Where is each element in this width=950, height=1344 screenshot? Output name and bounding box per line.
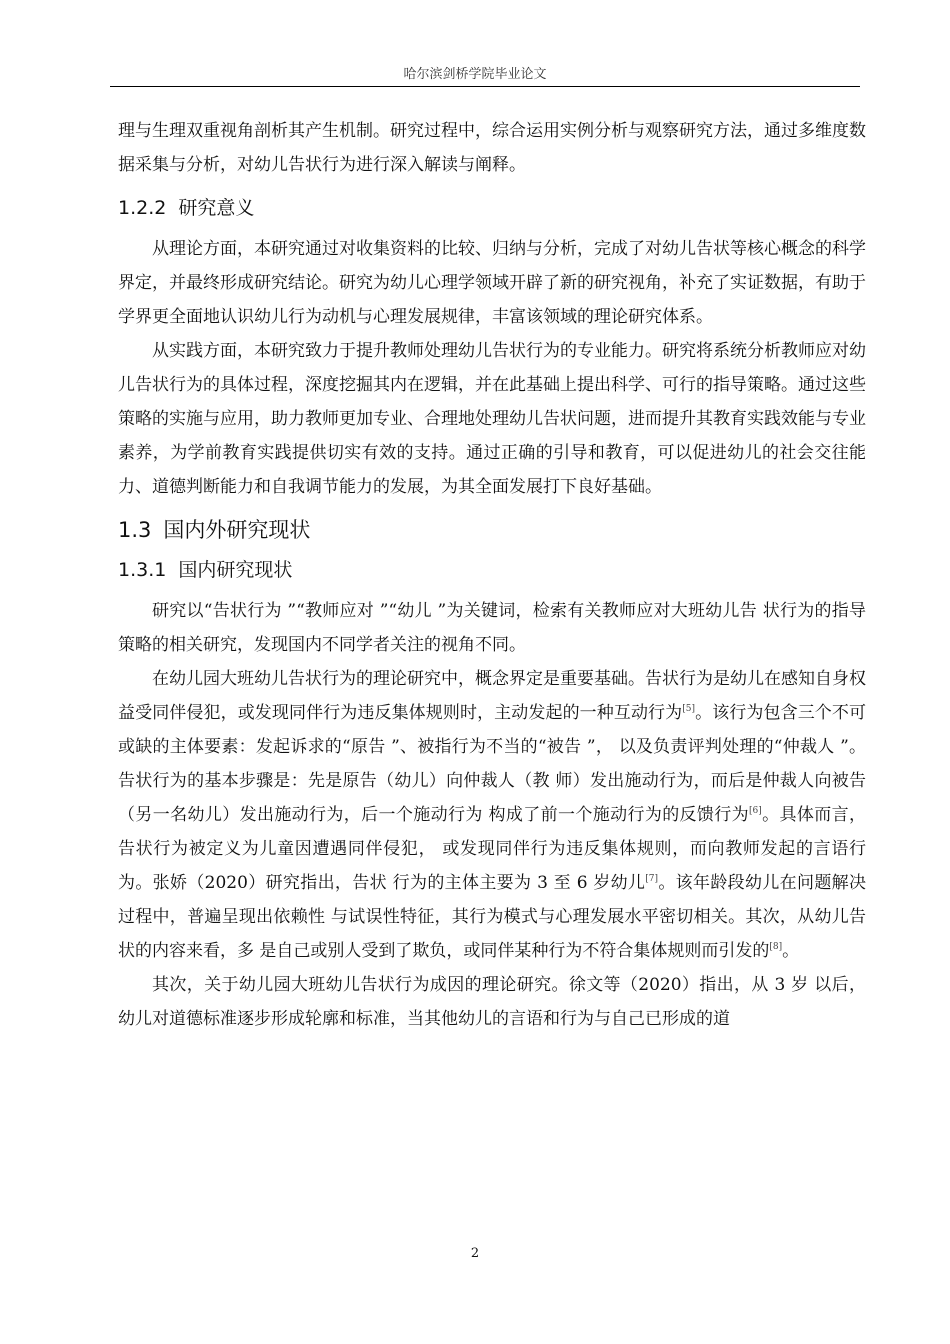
paragraph-keywords: 研究以“告状行为 ”“教师应对 ”“幼儿 ”为关键词，检索有关教师应对大班幼儿告 状行为的指导策略的相关研究，发现国内不同学者关注的视角不同。 <box>118 601 866 655</box>
section-heading-1-3 <box>118 516 866 544</box>
citation-8: [8] <box>769 942 783 952</box>
paragraph-continued: 理与生理双重视角剖析其产生机制。研究过程中，综合运用实例分析与观察研究方法，通过多维度数据采集与分析，对幼儿告状行为进行深入解读与阐释。 <box>118 121 866 175</box>
section-title: 国内外研究现状 <box>163 518 311 542</box>
header-rule <box>110 86 860 87</box>
section-number: 1.2.2 <box>118 197 167 219</box>
citation-5: [5] <box>682 704 696 714</box>
text-run: 。具体而言，告状行为被定义为儿童因遭遇同伴侵犯， 或发现同伴行为违反集体规则，而向教师发起的言语行为。张娇（2020）研究指出，告状 行为的主体主要为 3 至 6 岁幼儿 <box>118 805 867 893</box>
paragraph-definition <box>118 662 866 968</box>
section-number: 1.3.1 <box>118 559 167 581</box>
section-title: 国内研究现状 <box>178 559 293 581</box>
text-run: 。该行为包含三个不可或缺的主体要素：发起诉求的“原告 ”、被指行为不当的“被告 ”， 以及负责评判处理的“仲裁人 ”。告状行为的基本步骤是：先是原告（幼儿）向仲裁人（教 师）发出施动行为，而后是仲裁人向被告（另一名幼儿）发出施动行为，后一个施动行为 构成了前一个施动行为的反馈行为 <box>118 703 867 825</box>
paragraph-theory: 从理论方面，本研究通过对收集资料的比较、归纳与分析，完成了对幼儿告状等核心概念的科学界定，并最终形成研究结论。研究为幼儿心理学领域开辟了新的研究视角，补充了实证数据，有助于学界更全面地认识幼儿行为动机与心理发展规律，丰富该领域的理论研究体系。 <box>118 239 866 327</box>
citation-6: [6] <box>749 806 762 816</box>
paragraph-practice: 从实践方面，本研究致力于提升教师处理幼儿告状行为的专业能力。研究将系统分析教师应对幼儿告状行为的具体过程，深度挖掘其内在逻辑，并在此基础上提出科学、可行的指导策略。通过这些策略的实施与应用，助力教师更加专业、合理地处理幼儿告状问题，进而提升其教育实践效能与专业素养，为学前教育实践提供切实有效的支持。通过正确的引导和教育，可以促进幼儿的社会交往能力、道德判断能力和自我调节能力的发展，为其全面发展打下良好基础。 <box>118 341 866 497</box>
section-heading-1-2-2 <box>118 196 866 220</box>
citation-7: [7] <box>645 874 658 884</box>
document-body <box>118 114 866 1036</box>
section-title: 研究意义 <box>178 197 255 219</box>
text-run: 在幼儿园大班幼儿告状行为的理论研究中，概念界定是重要基础。告状行为是幼儿在感知自身权益受同伴侵犯，或发现同伴行为违反集体规则时，主动发起的一种互动行为 <box>118 669 866 723</box>
text-run: 。 <box>782 941 800 961</box>
section-number: 1.3 <box>118 518 152 542</box>
section-heading-1-3-1 <box>118 558 866 582</box>
paragraph-causes: 其次，关于幼儿园大班幼儿告状行为成因的理论研究。徐文等（2020）指出，从 3 岁 以后，幼儿对道德标准逐步形成轮廓和标准，当其他幼儿的言语和行为与自己已形成的道 <box>118 975 866 1029</box>
page-number: 2 <box>470 1246 480 1261</box>
page-header: 哈尔滨剑桥学院毕业论文 <box>403 67 547 82</box>
text-run: 。该年龄段幼儿在问题解决过程中，普遍呈现出依赖性 与试误性特征，其行为模式与心理发展水平密切相关。其次，从幼儿告状的内容来看，多 是自己或别人受到了欺负，或同伴某种行为不符合集体规则而引发的 <box>118 873 866 961</box>
